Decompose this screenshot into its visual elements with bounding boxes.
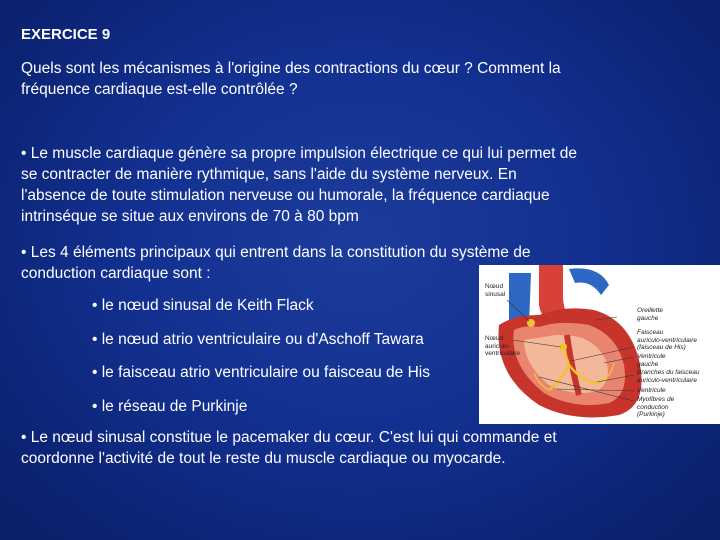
question-text: [21, 58, 561, 100]
label-purkinje-fibers: Myofibres de conduction (Purkinje): [637, 396, 675, 418]
paragraph-line: conduction cardiaque sont :: [21, 265, 211, 282]
label-bundle-branches: Branches du faisceau auriculo-ventriculaire: [637, 369, 700, 384]
paragraph-line: se contracter de manière rythmique, sans l'aide du système nerveux. En: [21, 166, 517, 183]
paragraph-line: • Le nœud sinusal constitue le pacemaker du cœur. C'est lui qui commande et: [21, 429, 557, 446]
paragraph-line: l'absence de toute stimulation nerveuse ou humorale, la fréquence cardiaque: [21, 187, 550, 204]
exercise-title: EXERCICE 9: [21, 26, 111, 43]
label-ventricle: Ventricule: [637, 387, 666, 394]
label-his-bundle: Faisceau auriculo-ventriculaire (faisceau de His): [637, 329, 697, 351]
bullet-purkinje: • le réseau de Purkinje: [92, 398, 248, 415]
bullet-av-node: • le nœud atrio ventriculaire ou d'Aschoff Tawara: [92, 331, 424, 348]
label-left-atrium: Oreillette gauche: [637, 307, 664, 322]
paragraph-line: coordonne l'activité de tout le reste du muscle cardiaque ou myocarde.: [21, 450, 506, 467]
paragraph-line: • Les 4 éléments principaux qui entrent dans la constitution du système de: [21, 244, 531, 261]
label-av-node: Nœud auriculo- ventriculaire: [485, 335, 521, 357]
bullet-sinus-node: • le nœud sinusal de Keith Flack: [92, 297, 314, 314]
paragraph-muscle-impulse: [21, 143, 577, 227]
paragraph-conduction-elements: [21, 242, 530, 284]
label-left-ventricle: Ventricule gauche: [637, 353, 666, 368]
label-sinus-node: Nœud sinusal: [485, 283, 506, 298]
pulmonary-artery-shape: [569, 268, 609, 295]
paragraph-pacemaker: [21, 427, 557, 469]
question-line: fréquence cardiaque est‑elle contrôlée ?: [21, 81, 298, 98]
paragraph-line: • Le muscle cardiaque génère sa propre impulsion électrique ce qui lui permet de: [21, 145, 577, 162]
heart-conduction-diagram: [479, 265, 720, 424]
question-line: Quels sont les mécanismes à l'origine des contractions du cœur ? Comment la: [21, 60, 561, 77]
paragraph-line: intrinséque se situe aux environs de 70 à 80 bpm: [21, 208, 359, 225]
bullet-his-bundle: • le faisceau atrio ventriculaire ou faisceau de His: [92, 364, 430, 381]
